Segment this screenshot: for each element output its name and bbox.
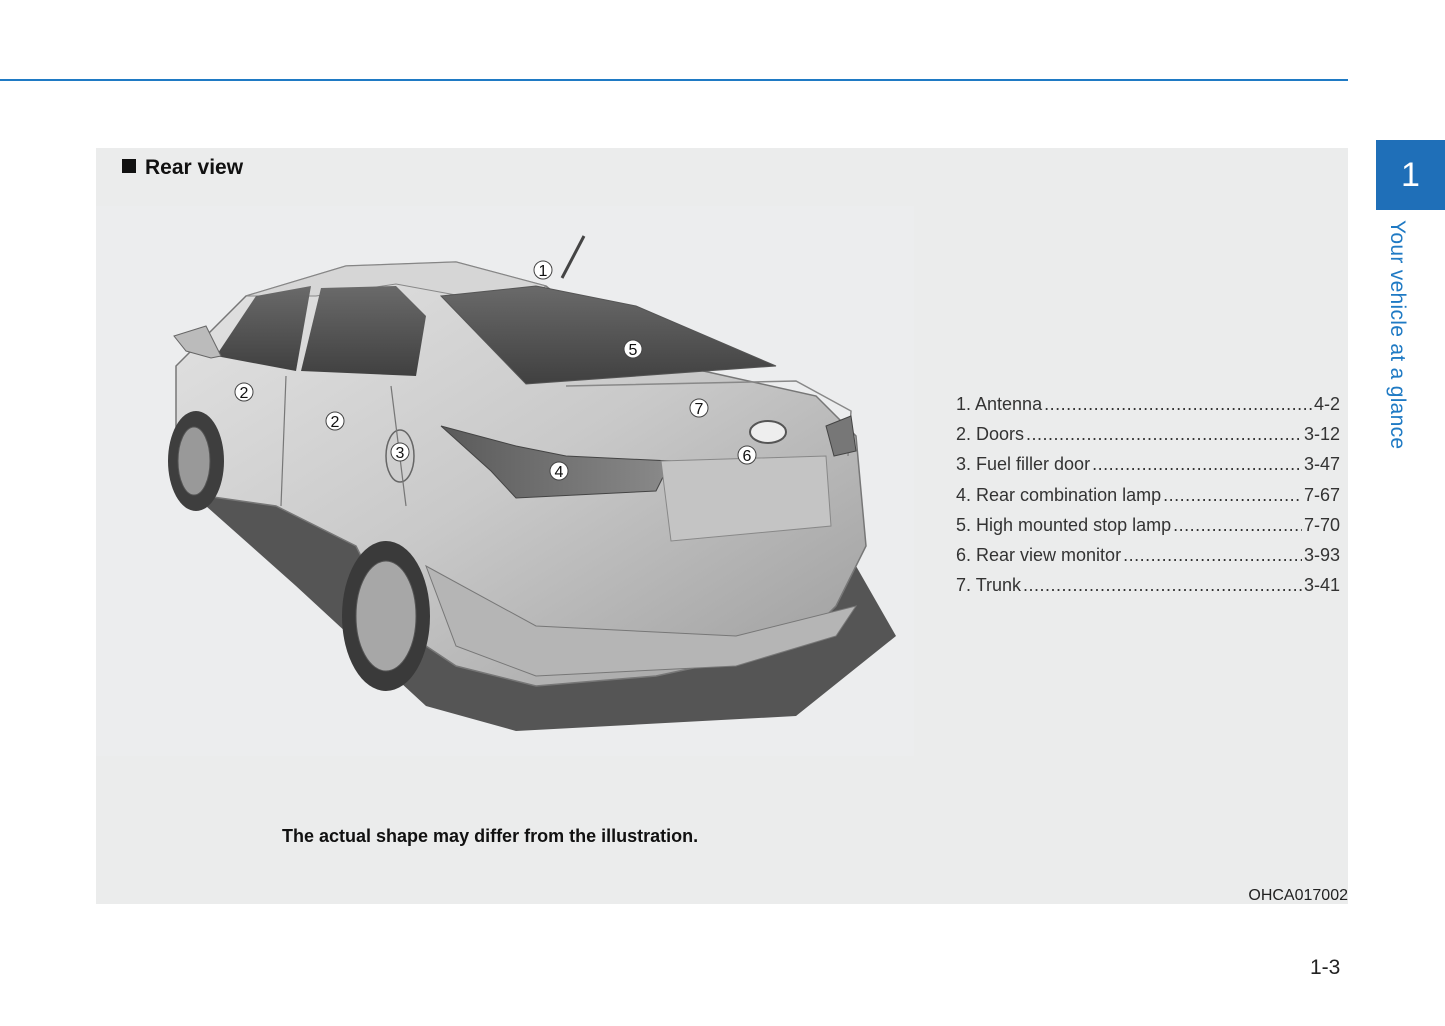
item-label: 6. Rear view monitor <box>956 544 1122 565</box>
section-title <box>122 156 243 180</box>
parts-index-list <box>956 394 1340 605</box>
item-label: 2. Doors <box>956 424 1025 445</box>
list-item[interactable] <box>956 454 1340 484</box>
svg-text:6: 6 <box>742 448 752 465</box>
item-label: 7. Trunk <box>956 575 1022 596</box>
item-label: 5. High mounted stop lamp <box>956 514 1172 535</box>
side-window-rear <box>301 286 426 376</box>
list-item[interactable] <box>956 485 1340 515</box>
svg-text:1: 1 <box>538 263 548 280</box>
header-rule <box>0 79 1348 81</box>
leader-dots <box>1044 394 1312 415</box>
car-rear-drawing <box>96 206 914 756</box>
item-label: 3. Fuel filler door <box>956 454 1091 475</box>
item-page-ref[interactable]: 7-67 <box>1303 484 1340 505</box>
item-label: 1. Antenna <box>956 394 1043 414</box>
leader-dots <box>1123 545 1302 566</box>
antenna-mast <box>562 236 584 278</box>
svg-text:7: 7 <box>694 401 704 418</box>
brand-emblem <box>750 421 786 443</box>
item-page-ref[interactable]: 3-41 <box>1303 575 1340 596</box>
illustration-disclaimer: The actual shape may differ from the illustration. <box>282 826 699 846</box>
list-item[interactable] <box>956 424 1340 454</box>
leader-dots <box>1163 485 1302 506</box>
chapter-title: Your vehicle at a glance <box>1386 220 1409 450</box>
svg-text:4: 4 <box>554 464 564 481</box>
item-page-ref[interactable]: 3-47 <box>1303 454 1340 475</box>
svg-text:2: 2 <box>330 414 340 431</box>
vehicle-rear-illustration <box>96 206 914 756</box>
svg-text:5: 5 <box>628 342 638 359</box>
leader-dots <box>1023 575 1302 596</box>
list-item[interactable] <box>956 575 1340 605</box>
item-page-ref[interactable]: 3-12 <box>1303 424 1340 445</box>
callout-1 <box>534 261 552 280</box>
list-item[interactable] <box>956 545 1340 575</box>
rear-view-panel <box>96 148 1348 904</box>
square-bullet-icon <box>122 159 136 173</box>
rear-wheel-rim <box>356 561 416 671</box>
leader-dots <box>1173 515 1302 536</box>
svg-text:2: 2 <box>239 385 249 402</box>
image-code: OHCA017002 <box>1248 887 1348 904</box>
leader-dots <box>1092 454 1302 475</box>
svg-text:3: 3 <box>395 445 405 462</box>
item-label: 4. Rear combination lamp <box>956 484 1162 505</box>
leader-dots <box>1026 424 1302 445</box>
list-item[interactable] <box>956 394 1340 424</box>
chapter-number-tab[interactable]: 1 <box>1376 140 1445 210</box>
section-title-text: Rear view <box>145 156 244 179</box>
page-number: 1-3 <box>1310 956 1341 979</box>
list-item[interactable] <box>956 515 1340 545</box>
item-page-ref[interactable]: 7-70 <box>1303 514 1340 535</box>
item-page-ref[interactable]: 4-2 <box>1313 394 1340 414</box>
front-wheel-rim <box>178 427 210 495</box>
item-page-ref[interactable]: 3-93 <box>1303 544 1340 565</box>
license-plate-recess <box>661 456 831 541</box>
